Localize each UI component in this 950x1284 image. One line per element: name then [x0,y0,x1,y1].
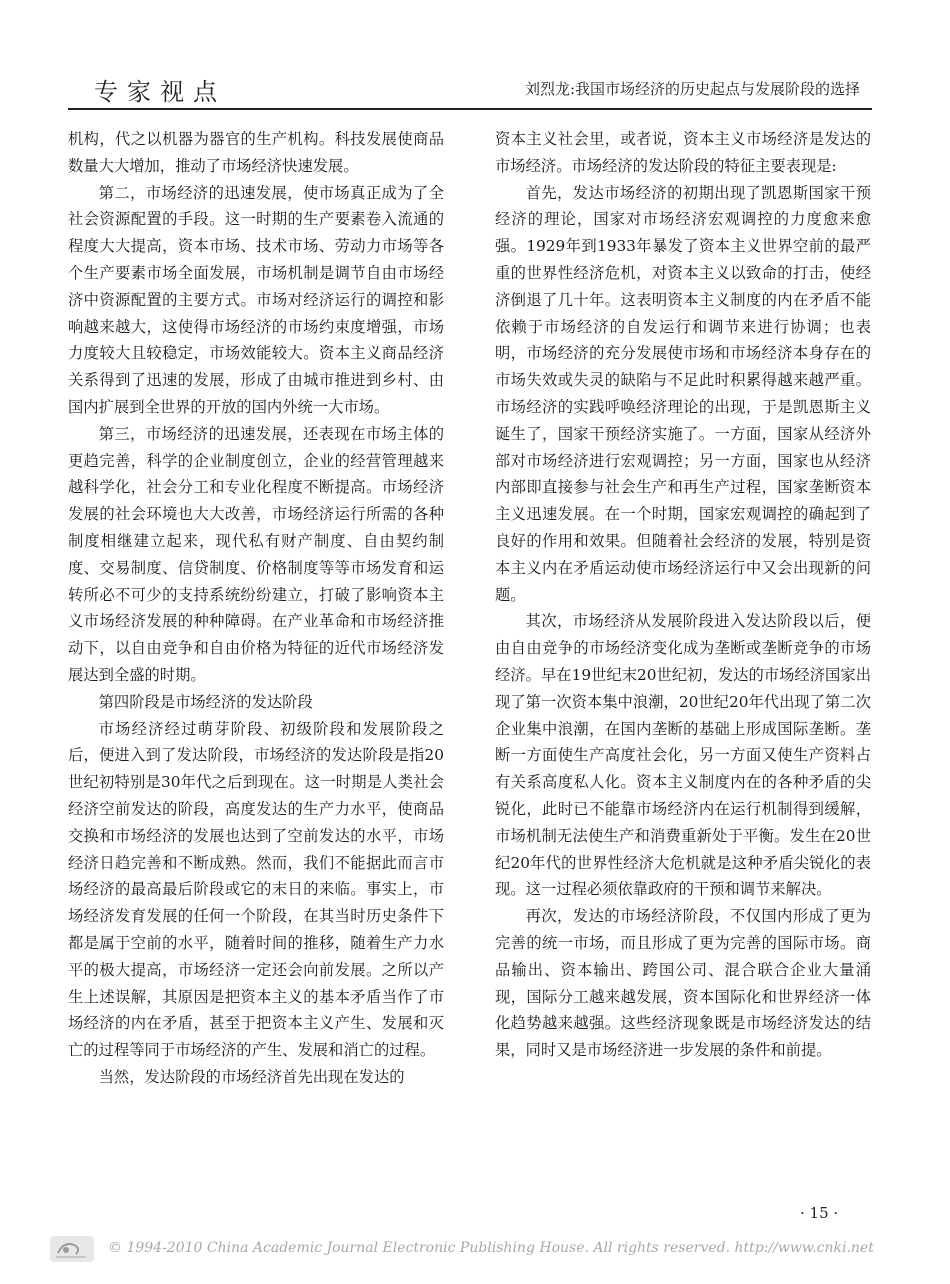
left-column [68,126,444,1091]
page-number: · 15 · [800,1204,839,1222]
paragraph: 第三，市场经济的迅速发展，还表现在市场主体的更趋完善，科学的企业制度创立，企业的经营管理越来越科学化，社会分工和专业化程度不断提高。市场经济发展的社会环境也大大改善，市场经济运行所需的各种制度相继建立起来，现代私有财产制度、自由契约制度、交易制度、信贷制度、价格制度等等市场发育和运转所必不可少的支持系统纷纷建立，打破了影响资本主义市场经济发展的种种障碍。在产业革命和市场经济推动下，以自由竞争和自由价格为特征的近代市场经济发展达到全盛的时期。 [68,424,444,684]
paragraph: 市场经济经过萌芽阶段、初级阶段和发展阶段之后，便进入到了发达阶段，市场经济的发达阶段是指20世纪初特别是30年代之后到现在。这一时期是人类社会经济空前发达的阶段，高度发达的生产力水平，使商品交换和市场经济的发展也达到了空前发达的水平，市场经济日趋完善和不断成熟。然而，我们不能据此而言市场经济的最高最后阶段或它的末日的来临。事实上，市场经济发育发展的任何一个阶段，在其当时历史条件下都是属于空前的水平，随着时间的推移，随着生产力水平的极大提高，市场经济一定还会向前发展。之所以产生上述误解，其原因是把资本主义的基本矛盾当作了市场经济的内在矛盾，甚至于把资本主义产生、发展和灭亡的过程等同于市场经济的产生、发展和消亡的过程。 [68,719,444,1060]
paragraph: 当然，发达阶段的市场经济首先出现在发达的 [98,1067,405,1086]
paragraph: 资本主义社会里，或者说，资本主义市场经济是发达的市场经济。市场经济的发达阶段的特征主要表现是: [495,130,871,175]
header-rule [68,108,872,110]
cnki-logo-icon [50,1236,94,1262]
subheading: 第四阶段是市场经济的发达阶段 [98,692,313,711]
footer [50,1236,910,1264]
paragraph: 机构，代之以机器为器官的生产机构。科技发展使商品数量大大增加，推动了市场经济快速发展。 [68,130,444,175]
paragraph: 再次，发达的市场经济阶段，不仅国内形成了更为完善的统一市场，而且形成了更为完善的国际市场。商品输出、资本输出、跨国公司、混合联合企业大量涌现，国际分工越来越发展，资本国际化和世界经济一体化趋势越来越强。这些经济现象既是市场经济发达的结果，同时又是市场经济进一步发展的条件和前提。 [495,907,871,1060]
paragraph: 首先，发达市场经济的初期出现了凯恩斯国家干预经济的理论，国家对市场经济宏观调控的力度愈来愈强。1929年到1933年暴发了资本主义世界空前的最严重的世界性经济危机，对资本主义以致命的打击，使经济倒退了几十年。这表明资本主义制度的内在矛盾不能依赖于市场经济的自发运行和调节来进行协调；也表明，市场经济的充分发展使市场和市场经济本身存在的市场失效或失灵的缺陷与不足此时积累得越来越严重。市场经济的实践呼唤经济理论的出现，于是凯恩斯主义诞生了，国家干预经济实施了。一方面，国家从经济外部对市场经济进行宏观调控；另一方面，国家也从经济内部即直接参与社会生产和再生产过程，国家垄断资本主义迅速发展。在一个时期，国家宏观调控的确起到了良好的作用和效果。但随着社会经济的发展，特别是资本主义内在矛盾运动使市场经济运行中又会出现新的问题。 [495,183,871,604]
section-name: 专家视点 [94,78,226,106]
running-title: 刘烈龙:我国市场经济的历史起点与发展阶段的选择 [524,80,860,98]
paragraph: 第二，市场经济的迅速发展，使市场真正成为了全社会资源配置的手段。这一时期的生产要素卷入流通的程度大大提高，资本市场、技术市场、劳动力市场等各个生产要素市场全面发展，市场机制是调节自由市场经济中资源配置的主要方式。市场对经济运行的调控和影响越来越大，这使得市场经济的市场约束度增强，市场力度较大且较稳定，市场效能较大。资本主义商品经济关系得到了迅速的发展，形成了由城市推进到乡村、由国内扩展到全世界的开放的国内外统一大市场。 [68,183,444,416]
page-header [68,62,872,108]
paragraph: 其次，市场经济从发展阶段进入发达阶段以后，便由自由竞争的市场经济变化成为垄断或垄断竞争的市场经济。早在19世纪末20世纪初，发达的市场经济国家出现了第一次资本集中浪潮，20世纪20年代出现了第二次企业集中浪潮，在国内垄断的基础上形成国际垄断。垄断一方面使生产高度社会化，另一方面又使生产资料占有关系高度私人化。资本主义制度内在的各种矛盾的尖锐化，此时已不能靠市场经济内在运行机制得到缓解，市场机制无法使生产和消费重新处于平衡。发生在20世纪20年代的世界性经济大危机就是这种矛盾尖锐化的表现。这一过程必须依靠政府的干预和调节来解决。 [495,612,871,899]
copyright-text: © 1994-2010 China Academic Journal Electronic Publishing House. All rights reserved. http://www.cnki.net [108,1240,874,1256]
right-column [495,126,871,1064]
